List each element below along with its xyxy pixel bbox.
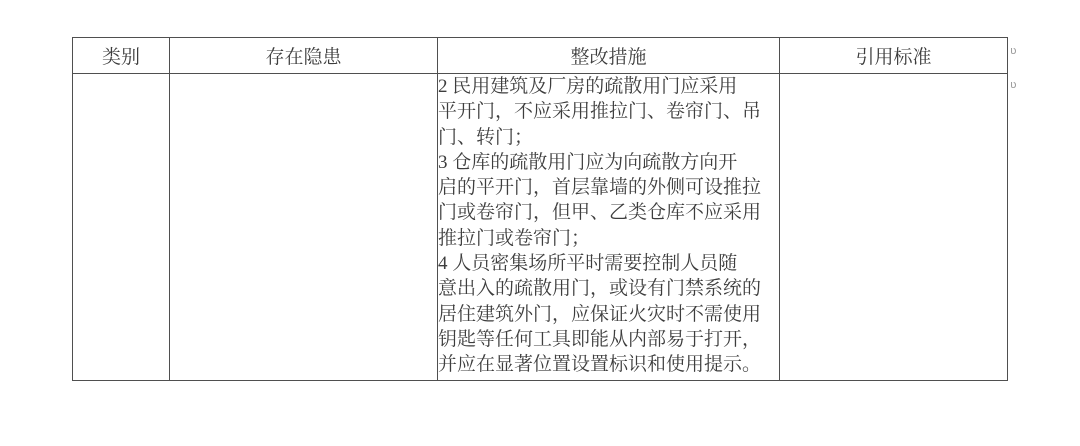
measures-line: 3 仓库的疏散用门应为向疏散方向开 — [438, 151, 738, 173]
measures-line: 启的平开门，首层靠墙的外侧可设推拉 — [438, 177, 762, 199]
measures-line: 居住建筑外门，应保证火灾时不需使用 — [438, 303, 762, 325]
row-end-mark-icon: ʋ — [1010, 78, 1017, 91]
table-row — [73, 74, 1008, 381]
measures-line: 推拉门或卷帘门； — [438, 227, 591, 249]
document-page — [72, 37, 1017, 381]
table-header-row — [73, 38, 1008, 74]
header-cell-category: 类别 — [73, 38, 170, 74]
measures-line: 门、转门； — [438, 126, 534, 148]
header-cell-measures: 整改措施 — [438, 38, 780, 74]
measures-line: 钥匙等任何工具即能从内部易于打开， — [438, 328, 762, 350]
row-end-mark-icon: ʋ — [1010, 44, 1017, 57]
measures-line: 2 民用建筑及厂房的疏散用门应采用 — [438, 76, 738, 97]
measures-line: 并应在显著位置设置标识和使用提示。 — [438, 354, 762, 376]
header-cell-hazard: 存在隐患 — [170, 38, 438, 74]
measures-line: 4 人员密集场所平时需要控制人员随 — [438, 253, 738, 275]
cell-category — [73, 74, 170, 381]
measures-line: 意出入的疏散用门，或设有门禁系统的 — [438, 278, 762, 300]
measures-line: 平开门，不应采用推拉门、卷帘门、吊 — [438, 101, 762, 123]
cell-standard — [780, 74, 1008, 381]
header-cell-standard: 引用标准 — [780, 38, 1008, 74]
cell-hazard — [170, 74, 438, 381]
cell-measures — [438, 74, 780, 381]
measures-line: 门或卷帘门，但甲、乙类仓库不应采用 — [438, 202, 762, 224]
hazard-rectification-table — [72, 37, 1008, 381]
